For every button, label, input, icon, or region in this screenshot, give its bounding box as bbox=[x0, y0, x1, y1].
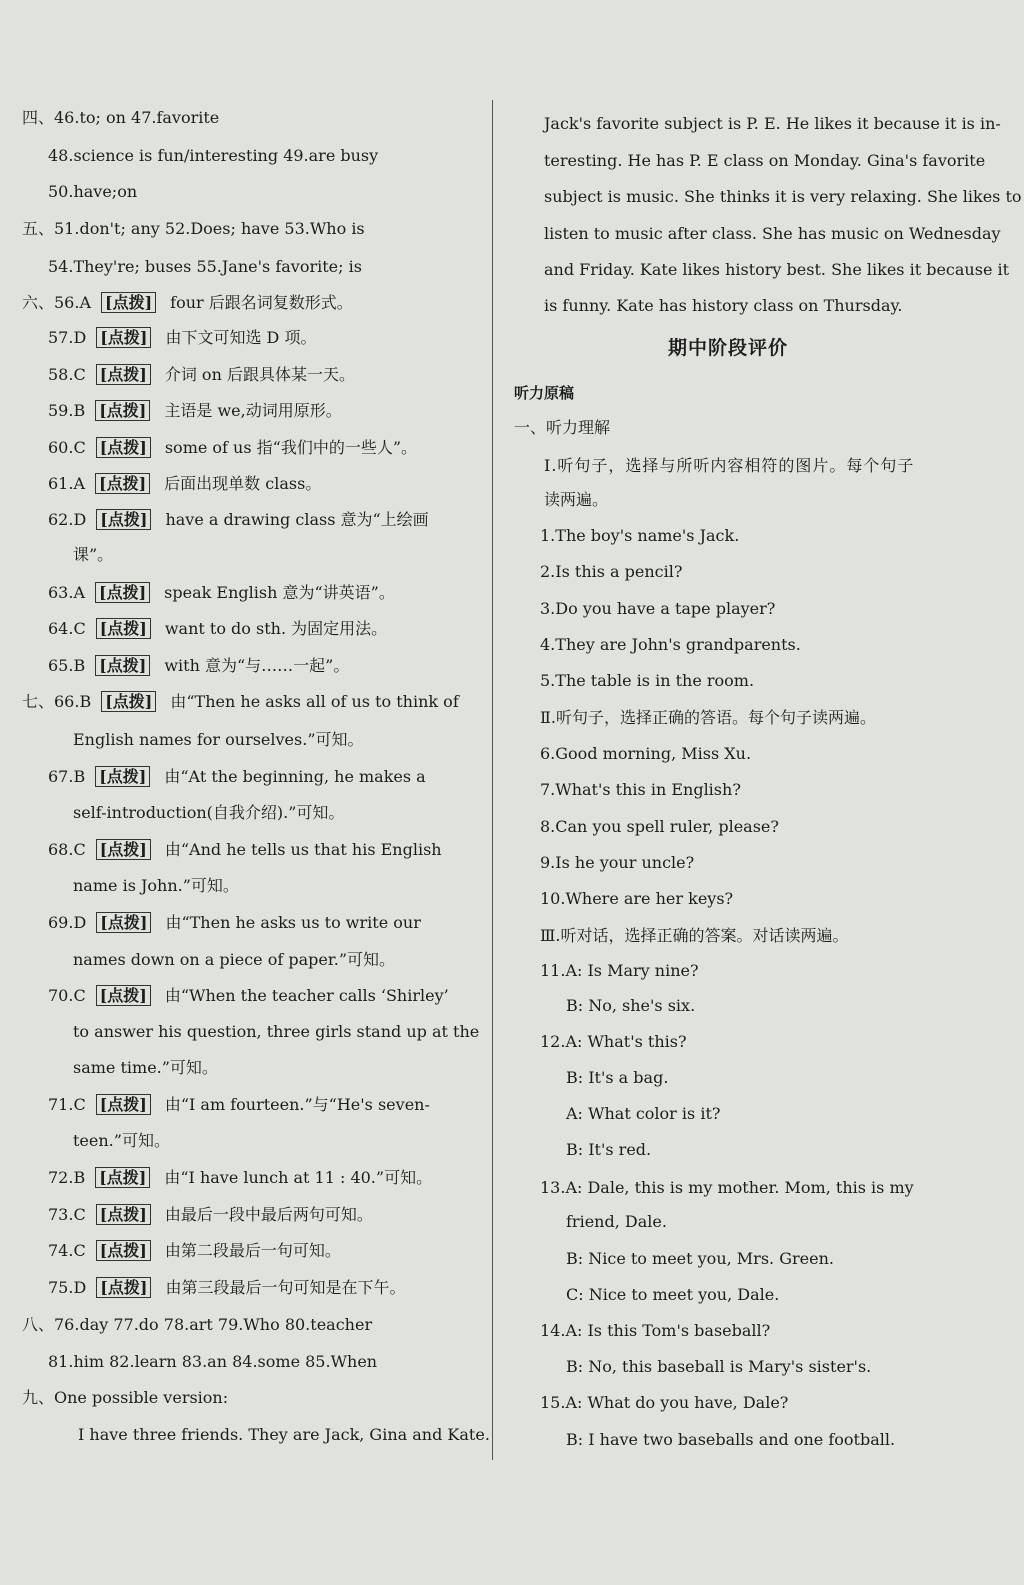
hint-explanation: 由第二段最后一句可知。 bbox=[164, 1241, 341, 1260]
hint-explanation: 由第三段最后一句可知是在下午。 bbox=[165, 1278, 406, 1297]
text-line: 听力原稿 bbox=[514, 384, 575, 402]
hint-explanation: 由“When the teacher calls ‘Shirley’ bbox=[164, 986, 449, 1005]
hint-explanation: 由“I have lunch at 11 : 40.”可知。 bbox=[164, 1168, 433, 1187]
hint-tag: [点拨] bbox=[101, 292, 156, 313]
text-line: B: Nice to meet you, Mrs. Green. bbox=[566, 1249, 834, 1268]
answer-number: 61.A bbox=[48, 474, 85, 493]
text-line: Ⅲ.听对话，选择正确的答案。对话读两遍。 bbox=[540, 926, 849, 945]
text-line: 4.They are John's grandparents. bbox=[540, 635, 801, 654]
hint-tag: [点拨] bbox=[95, 1167, 150, 1188]
text-line: Jack's favorite subject is P. E. He likes it because it is in- bbox=[544, 114, 1001, 133]
hint-tag: [点拨] bbox=[95, 655, 150, 676]
answer-line bbox=[48, 365, 355, 385]
answer-number: 64.C bbox=[48, 619, 86, 638]
hint-tag: [点拨] bbox=[96, 509, 151, 530]
column-divider bbox=[492, 100, 493, 1460]
hint-tag: [点拨] bbox=[101, 691, 156, 712]
text-line: 50.have;on bbox=[48, 182, 138, 201]
text-line: 48.science is fun/interesting 49.are busy bbox=[48, 146, 379, 165]
hint-explanation: want to do sth. 为固定用法。 bbox=[164, 619, 388, 638]
answer-line bbox=[22, 293, 353, 313]
hint-explanation: 由“At the beginning, he makes a bbox=[164, 767, 426, 786]
text-line: subject is music. She thinks it is very relaxing. She likes to bbox=[544, 187, 1022, 206]
answer-number: 70.C bbox=[48, 986, 86, 1005]
hint-tag: [点拨] bbox=[96, 437, 151, 458]
hint-explanation: 后面出现单数 class。 bbox=[164, 474, 322, 493]
answer-line bbox=[48, 619, 387, 639]
text-line: 一、听力理解 bbox=[514, 418, 611, 437]
text-line: 81.him 82.learn 83.an 84.some 85.When bbox=[48, 1352, 378, 1371]
text-line: 6.Good morning, Miss Xu. bbox=[540, 744, 752, 763]
hint-tag: [点拨] bbox=[96, 912, 151, 933]
text-line: 1.The boy's name's Jack. bbox=[540, 526, 740, 545]
answer-number: 68.C bbox=[48, 840, 86, 859]
text-line: teen.”可知。 bbox=[73, 1131, 170, 1150]
answer-number: 62.D bbox=[48, 510, 87, 529]
answer-number: 67.B bbox=[48, 767, 86, 786]
text-line: self-introduction(自我介绍).”可知。 bbox=[73, 803, 345, 822]
hint-tag: [点拨] bbox=[96, 1094, 151, 1115]
answer-line bbox=[48, 438, 417, 458]
text-line: names down on a piece of paper.”可知。 bbox=[73, 950, 396, 969]
hint-explanation: speak English 意为“讲英语”。 bbox=[164, 583, 395, 602]
hint-tag: [点拨] bbox=[96, 839, 151, 860]
answer-number: 71.C bbox=[48, 1095, 86, 1114]
hint-explanation: 介词 on 后跟具体某一天。 bbox=[164, 365, 355, 384]
answer-line bbox=[48, 474, 321, 494]
answer-number: 74.C bbox=[48, 1241, 86, 1260]
hint-tag: [点拨] bbox=[95, 400, 150, 421]
answer-line bbox=[48, 656, 349, 676]
answer-number: 58.C bbox=[48, 365, 86, 384]
text-line: B: It's a bag. bbox=[566, 1068, 669, 1087]
text-line: 15.A: What do you have, Dale? bbox=[540, 1393, 789, 1412]
hint-explanation: 主语是 we,动词用原形。 bbox=[164, 401, 342, 420]
text-line: B: No, she's six. bbox=[566, 996, 696, 1015]
answer-number: 63.A bbox=[48, 583, 85, 602]
answer-line bbox=[48, 510, 429, 530]
answer-line bbox=[48, 1278, 405, 1298]
text-line: 五、51.don't; any 52.Does; have 53.Who is bbox=[22, 219, 365, 238]
answer-number: 六、56.A bbox=[22, 293, 92, 312]
hint-explanation: 由最后一段中最后两句可知。 bbox=[164, 1205, 373, 1224]
text-line: 54.They're; buses 55.Jane's favorite; is bbox=[48, 257, 362, 276]
answer-line bbox=[48, 767, 426, 787]
section-heading: 期中阶段评价 bbox=[668, 337, 789, 359]
answer-line bbox=[48, 583, 395, 603]
hint-tag: [点拨] bbox=[96, 327, 151, 348]
hint-tag: [点拨] bbox=[96, 618, 151, 639]
text-line: C: Nice to meet you, Dale. bbox=[566, 1285, 780, 1304]
answer-line bbox=[48, 1205, 373, 1225]
text-line: 课”。 bbox=[73, 545, 114, 564]
hint-explanation: four 后跟名词复数形式。 bbox=[170, 293, 353, 312]
answer-number: 65.B bbox=[48, 656, 86, 675]
text-line: English names for ourselves.”可知。 bbox=[73, 730, 364, 749]
text-line: B: I have two baseballs and one football. bbox=[566, 1430, 896, 1449]
hint-tag: [点拨] bbox=[95, 582, 150, 603]
hint-explanation: some of us 指“我们中的一些人”。 bbox=[164, 438, 418, 457]
text-line: is funny. Kate has history class on Thursday. bbox=[544, 296, 903, 315]
text-line: 8.Can you spell ruler, please? bbox=[540, 817, 779, 836]
answer-line bbox=[48, 1095, 430, 1115]
text-line: same time.”可知。 bbox=[73, 1058, 218, 1077]
text-line: and Friday. Kate likes history best. She likes it because it bbox=[544, 260, 1010, 279]
hint-tag: [点拨] bbox=[96, 364, 151, 385]
hint-tag: [点拨] bbox=[95, 473, 150, 494]
text-line: 5.The table is in the room. bbox=[540, 671, 755, 690]
text-line: 12.A: What's this? bbox=[540, 1032, 687, 1051]
answer-number: 57.D bbox=[48, 328, 87, 347]
text-line: B: It's red. bbox=[566, 1140, 652, 1159]
text-line: 9.Is he your uncle? bbox=[540, 853, 695, 872]
text-line: listen to music after class. She has music on Wednesday bbox=[544, 224, 1001, 243]
text-line: 八、76.day 77.do 78.art 79.Who 80.teacher bbox=[22, 1315, 373, 1334]
hint-explanation: have a drawing class 意为“上绘画 bbox=[165, 510, 429, 529]
hint-explanation: 由“I am fourteen.”与“He's seven- bbox=[164, 1095, 430, 1114]
text-line: 10.Where are her keys? bbox=[540, 889, 734, 908]
answer-line bbox=[48, 401, 342, 421]
hint-tag: [点拨] bbox=[96, 1277, 151, 1298]
answer-line bbox=[22, 692, 459, 712]
hint-explanation: with 意为“与……一起”。 bbox=[164, 656, 350, 675]
hint-explanation: 由下文可知选 D 项。 bbox=[165, 328, 317, 347]
text-line: Ⅰ.听句子，选择与所听内容相符的图片。每个句子 bbox=[544, 456, 915, 475]
text-line: A: What color is it? bbox=[566, 1104, 721, 1123]
text-line: 7.What's this in English? bbox=[540, 780, 741, 799]
answer-number: 60.C bbox=[48, 438, 86, 457]
answer-number: 72.B bbox=[48, 1168, 86, 1187]
text-line: 九、One possible version: bbox=[22, 1388, 229, 1407]
hint-explanation: 由“And he tells us that his English bbox=[164, 840, 442, 859]
text-line: B: No, this baseball is Mary's sister's. bbox=[566, 1357, 872, 1376]
text-line: to answer his question, three girls stand up at the bbox=[73, 1022, 480, 1041]
answer-number: 59.B bbox=[48, 401, 86, 420]
hint-tag: [点拨] bbox=[95, 766, 150, 787]
answer-number: 69.D bbox=[48, 913, 87, 932]
text-line: Ⅱ.听句子，选择正确的答语。每个句子读两遍。 bbox=[540, 708, 876, 727]
hint-explanation: 由“Then he asks all of us to think of bbox=[170, 692, 459, 711]
text-line: teresting. He has P. E class on Monday. Gina's favorite bbox=[544, 151, 986, 170]
hint-explanation: 由“Then he asks us to write our bbox=[165, 913, 421, 932]
text-line: 13.A: Dale, this is my mother. Mom, this is my bbox=[540, 1178, 914, 1197]
answer-line bbox=[48, 1241, 341, 1261]
answer-number: 七、66.B bbox=[22, 692, 92, 711]
answer-line bbox=[48, 1168, 432, 1188]
text-line: 读两遍。 bbox=[544, 490, 609, 509]
answer-line bbox=[48, 986, 449, 1006]
text-line: 11.A: Is Mary nine? bbox=[540, 961, 699, 980]
answer-number: 73.C bbox=[48, 1205, 86, 1224]
hint-tag: [点拨] bbox=[96, 985, 151, 1006]
text-line: 2.Is this a pencil? bbox=[540, 562, 683, 581]
text-line: friend, Dale. bbox=[566, 1212, 667, 1231]
text-line: 四、46.to; on 47.favorite bbox=[22, 108, 220, 127]
text-line: I have three friends. They are Jack, Gina and Kate. bbox=[78, 1425, 490, 1444]
hint-tag: [点拨] bbox=[96, 1240, 151, 1261]
hint-tag: [点拨] bbox=[96, 1204, 151, 1225]
answer-line bbox=[48, 840, 442, 860]
answer-number: 75.D bbox=[48, 1278, 87, 1297]
text-line: name is John.”可知。 bbox=[73, 876, 239, 895]
text-line: 3.Do you have a tape player? bbox=[540, 599, 776, 618]
text-line: 14.A: Is this Tom's baseball? bbox=[540, 1321, 771, 1340]
answer-line bbox=[48, 913, 421, 933]
answer-line bbox=[48, 328, 316, 348]
